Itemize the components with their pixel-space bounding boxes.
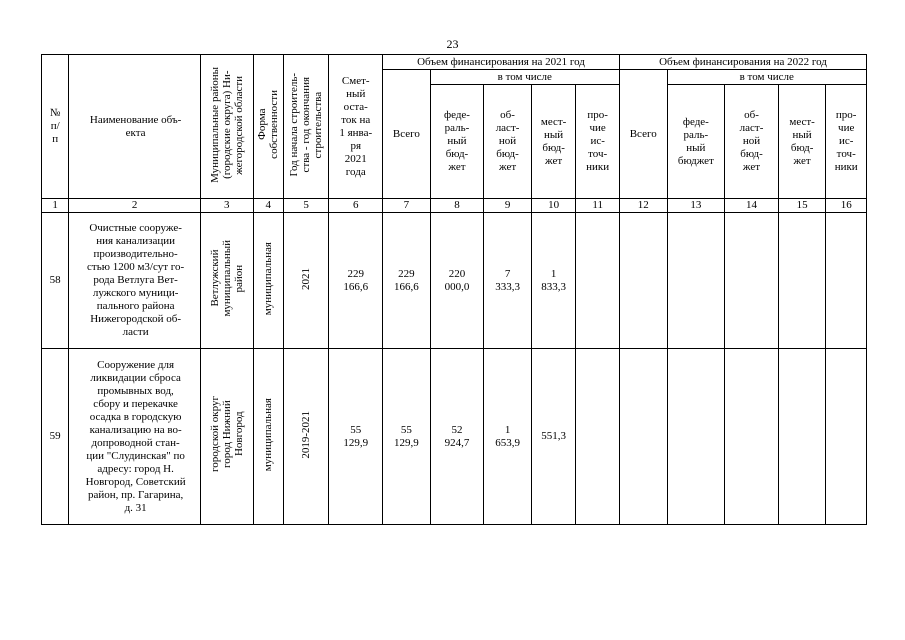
row-federal-2021: 52 924,7 xyxy=(430,349,484,525)
row-local-2021: 551,3 xyxy=(531,349,576,525)
row-ownership: муниципальная xyxy=(253,349,283,525)
row-federal-2022 xyxy=(667,213,725,349)
row-total-2021: 55 129,9 xyxy=(383,349,431,525)
header-total-2022: Всего xyxy=(619,70,667,199)
column-number: 4 xyxy=(253,199,283,213)
header-name: Наименование объ- екта xyxy=(69,55,201,199)
header-municipal: Муниципальные районы (городские округа) Ни- жегородской области xyxy=(200,55,253,199)
row-ownership: муниципальная xyxy=(253,213,283,349)
row-regional-2022 xyxy=(725,213,779,349)
header-group-2021: Объем финансирования на 2021 год xyxy=(383,55,620,70)
column-number: 1 xyxy=(42,199,69,213)
header-num: № п/ п xyxy=(42,55,69,199)
column-number: 14 xyxy=(725,199,779,213)
column-number: 5 xyxy=(283,199,329,213)
header-incl-2022: в том числе xyxy=(667,70,867,85)
header-local-2021: мест- ный бюд- жет xyxy=(531,85,576,199)
column-number: 15 xyxy=(778,199,826,213)
header-group-2022: Объем финансирования на 2022 год xyxy=(619,55,866,70)
row-other-2021 xyxy=(576,349,620,525)
table-row xyxy=(42,349,867,525)
row-name: Очистные сооруже- ния канализации производительно- стью 1200 м3/сут го- рода Ветлуга Вет- лужского муници- пального района Нижегородской об- ласти xyxy=(69,213,201,349)
row-municipal: Ветлужский муниципальный район xyxy=(200,213,253,349)
page-number: 23 xyxy=(446,37,459,51)
column-number: 3 xyxy=(200,199,253,213)
row-years: 2021 xyxy=(283,213,329,349)
header-incl-2021: в том числе xyxy=(430,70,619,85)
header-remaining: Смет- ный оста- ток на 1 янва- ря 2021 года xyxy=(329,55,383,199)
financing-table xyxy=(41,54,867,525)
row-regional-2022 xyxy=(725,349,779,525)
header-total-2021: Всего xyxy=(383,70,431,199)
header-federal-2021: феде- раль- ный бюд- жет xyxy=(430,85,484,199)
column-number: 12 xyxy=(619,199,667,213)
row-years: 2019-2021 xyxy=(283,349,329,525)
row-total-2021: 229 166,6 xyxy=(383,213,431,349)
row-regional-2021: 7 333,3 xyxy=(484,213,532,349)
column-number: 2 xyxy=(69,199,201,213)
row-remaining: 55 129,9 xyxy=(329,349,383,525)
row-total-2022 xyxy=(619,349,667,525)
row-total-2022 xyxy=(619,213,667,349)
row-municipal: городской округ город Нижний Новгород xyxy=(200,349,253,525)
column-number: 11 xyxy=(576,199,620,213)
column-number: 8 xyxy=(430,199,484,213)
row-regional-2021: 1 653,9 xyxy=(484,349,532,525)
row-local-2022 xyxy=(778,213,826,349)
header-regional-2022: об- ласт- ной бюд- жет xyxy=(725,85,779,199)
header-local-2022: мест- ный бюд- жет xyxy=(778,85,826,199)
row-local-2021: 1 833,3 xyxy=(531,213,576,349)
row-federal-2022 xyxy=(667,349,725,525)
column-number: 7 xyxy=(383,199,431,213)
header-federal-2022: феде- раль- ный бюджет xyxy=(667,85,725,199)
column-number: 10 xyxy=(531,199,576,213)
row-num: 59 xyxy=(42,349,69,525)
column-number: 9 xyxy=(484,199,532,213)
table-row xyxy=(42,213,867,349)
row-other-2022 xyxy=(826,349,867,525)
row-name: Сооружение для ликвидации сброса промывных вод, сбору и перекачке осадка в городскую канализацию на во- допроводной стан- ции "Слудинская" по адресу: город Н. Новгород, Советский район, пр. Гагарина, д. 31 xyxy=(69,349,201,525)
row-num: 58 xyxy=(42,213,69,349)
row-other-2021 xyxy=(576,213,620,349)
column-number: 6 xyxy=(329,199,383,213)
column-number-row xyxy=(42,199,867,213)
header-years: Год начала строитель- ства - год окончания строительства xyxy=(283,55,329,199)
row-local-2022 xyxy=(778,349,826,525)
row-other-2022 xyxy=(826,213,867,349)
row-federal-2021: 220 000,0 xyxy=(430,213,484,349)
header-other-2021: про- чие ис- точ- ники xyxy=(576,85,620,199)
row-remaining: 229 166,6 xyxy=(329,213,383,349)
header-other-2022: про- чие ис- точ- ники xyxy=(826,85,867,199)
column-number: 16 xyxy=(826,199,867,213)
header-ownership: Форма собственности xyxy=(253,55,283,199)
header-regional-2021: об- ласт- ной бюд- жет xyxy=(484,85,532,199)
column-number: 13 xyxy=(667,199,725,213)
